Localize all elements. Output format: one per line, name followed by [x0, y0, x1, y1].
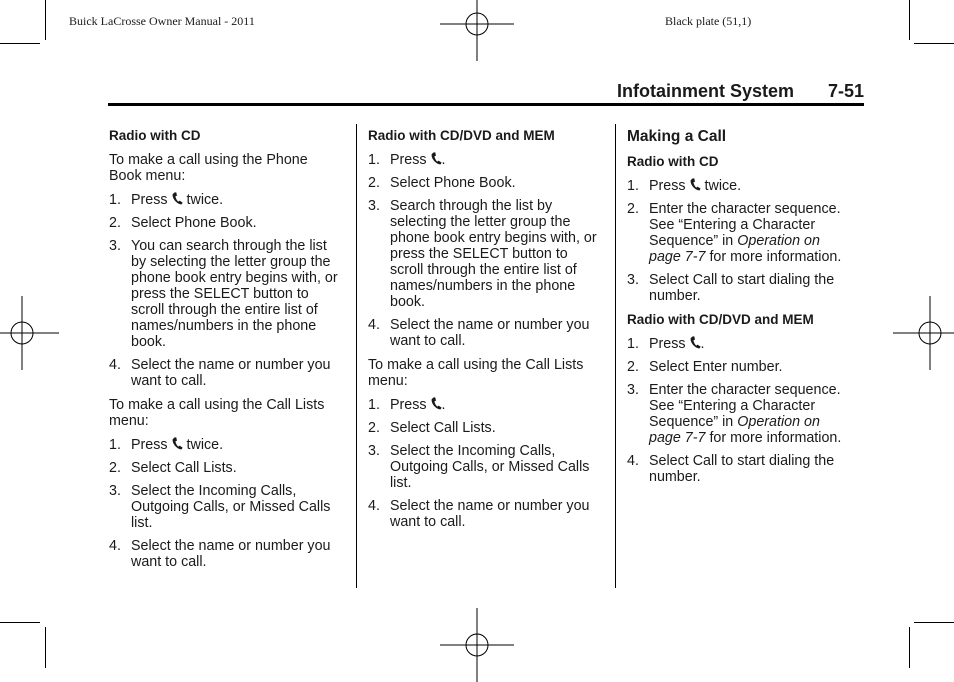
column-divider [615, 124, 616, 588]
list-item: 1. Press twice. [627, 178, 742, 194]
phone-icon [431, 397, 442, 410]
column-2 [368, 126, 602, 538]
list-item: 4. Select the name or number you want to call. [368, 317, 590, 349]
section-heading: Making a Call [627, 128, 727, 145]
crop-mark [45, 0, 46, 40]
print-header-title: Buick LaCrosse Owner Manual - 2011 [69, 14, 255, 28]
phone-icon [172, 192, 183, 205]
subheading: Radio with CD [627, 154, 719, 169]
list-item: 4. Select the name or number you want to call. [368, 498, 590, 530]
list-item: 3. Select the Incoming Calls, Outgoing Calls, or Missed Calls list. [109, 483, 331, 531]
list-item: 1. Press . [368, 152, 446, 168]
steps-list [627, 178, 855, 304]
phone-icon [431, 152, 442, 165]
phone-icon [172, 437, 183, 450]
steps-list [368, 397, 602, 530]
registration-mark-right [893, 296, 954, 370]
crop-mark [914, 622, 954, 623]
registration-mark-left [0, 296, 59, 370]
list-item: 3. Enter the character sequence. See “Entering a Character Sequence” in Operation on page 7-7 for more information. [627, 382, 842, 446]
print-header-plate: Black plate (51,1) [665, 14, 752, 28]
subheading: Radio with CD/DVD and MEM [627, 312, 814, 327]
list-item: 2. Select Call Lists. [368, 420, 496, 436]
list-item: 1. Press twice. [109, 437, 224, 453]
running-header [108, 79, 864, 106]
list-item: 2. Select Phone Book. [368, 175, 516, 191]
cross-reference: Operation on page 7-7 [649, 233, 820, 265]
steps-list [368, 152, 602, 349]
list-item: 3. Select Call to start dialing the number. [627, 272, 835, 304]
column-divider [356, 124, 357, 588]
page-number: 7-51 [827, 81, 864, 101]
registration-mark-bottom [440, 608, 514, 682]
column-3 [627, 126, 855, 493]
crop-mark [909, 0, 910, 40]
crop-mark [0, 622, 40, 623]
list-item: 2. Select Enter number. [627, 359, 783, 375]
subheading: Radio with CD [109, 128, 201, 143]
steps-list [109, 192, 341, 389]
subheading: Radio with CD/DVD and MEM [368, 128, 555, 143]
registration-mark-top [440, 0, 514, 61]
section-title: Infotainment System [616, 81, 794, 101]
cross-reference: Operation on page 7-7 [649, 414, 820, 446]
list-item: 1. Press . [368, 397, 446, 413]
steps-list [109, 437, 341, 570]
intro-text: To make a call using the Call Lists menu: [368, 357, 584, 389]
crop-mark [914, 43, 954, 44]
list-item: 2. Select Call Lists. [109, 460, 237, 476]
list-item: 1. Press twice. [109, 192, 224, 208]
list-item: 4. Select the name or number you want to call. [109, 538, 331, 570]
crop-mark [45, 627, 46, 668]
intro-text: To make a call using the Phone Book menu: [109, 152, 308, 184]
list-item: 3. You can search through the list by selecting the letter group the phone book entry begins with, or press the SELECT button to scroll through the entire list of names/numbers in the phone book. [109, 238, 338, 350]
intro-text: To make a call using the Call Lists menu: [109, 397, 325, 429]
phone-icon [690, 336, 701, 349]
steps-list [627, 336, 855, 485]
list-item: 3. Select the Incoming Calls, Outgoing Calls, or Missed Calls list. [368, 443, 590, 491]
list-item: 2. Select Phone Book. [109, 215, 257, 231]
list-item: 4. Select Call to start dialing the number. [627, 453, 835, 485]
list-item: 4. Select the name or number you want to call. [109, 357, 331, 389]
list-item: 2. Enter the character sequence. See “Entering a Character Sequence” in Operation on page 7-7 for more information. [627, 201, 842, 265]
list-item: 1. Press . [627, 336, 705, 352]
column-1 [109, 126, 341, 578]
phone-icon [690, 178, 701, 191]
crop-mark [0, 43, 40, 44]
list-item: 3. Search through the list by selecting the letter group the phone book entry begins with, or press the SELECT button to scroll through the entire list of names/numbers in the phone book. [368, 198, 597, 310]
crop-mark [909, 627, 910, 668]
